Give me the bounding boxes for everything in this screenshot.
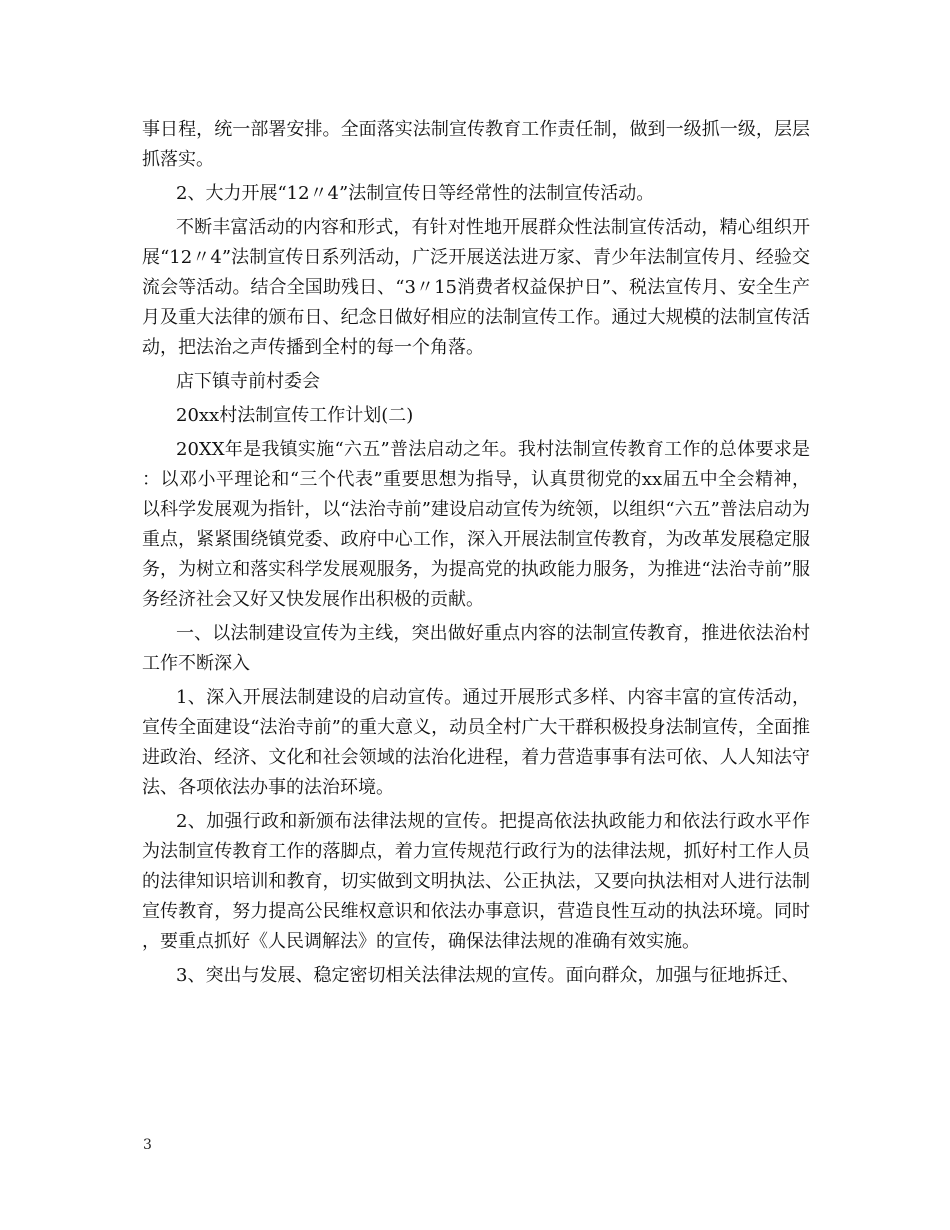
paragraph-continued: 事日程，统一部署安排。全面落实法制宣传教育工作责任制，做到一级抓一级，层层抓落实。: [142, 119, 810, 170]
paragraph-item-2: 2、加强行政和新颁布法律法规的宣传。把提高依法执政能力和依法行政水平作为法制宣传教育工作的落脚点，着力宣传规范行政行为的法律法规，抓好村工作人员的法律知识培训和教育，切实做到文明执法、公正执法，又要向执法相对人进行法制宣传教育，努力提高公民维权意识和依法办事意识，营造良性互动的执法环境。同时，要重点抓好《人民调解法》的宣传，确保法律法规的准确有效实施。: [142, 811, 810, 952]
paragraph-item-3: 3、突出与发展、稳定密切相关法律法规的宣传。面向群众，加强与征地拆迁、: [176, 965, 800, 986]
paragraph-heading-one: 一、以法制建设宣传为主线，突出做好重点内容的法制宣传教育，推进依法治村工作不断深入: [142, 623, 810, 674]
document-body: [142, 115, 810, 995]
paragraph-item-2-heading: 2、大力开展“12〃4”法制宣传日等经常性的法制宣传活动。: [176, 183, 655, 204]
paragraph-signature: 店下镇寺前村委会: [176, 371, 320, 392]
paragraph-activities: 不断丰富活动的内容和形式，有针对性地开展群众性法制宣传活动，精心组织开展“12〃4”法制宣传日系列活动，广泛开展送法进万家、青少年法制宣传月、经验交流会等活动。结合全国助残日、“3〃15消费者权益保护日”、税法宣传月、安全生产月及重大法律的颁布日、纪念日做好相应的法制宣传工作。通过大规模的法制宣传活动，把法治之声传播到全村的每一个角落。: [142, 217, 810, 358]
paragraph-section-title: 20xx村法制宣传工作计划(二): [176, 405, 414, 426]
page-number: 3: [143, 1137, 152, 1153]
paragraph-general-requirements: 20XX年是我镇实施“六五”普法启动之年。我村法制宣传教育工作的总体要求是：以邓小平理论和“三个代表”重要思想为指导，认真贯彻党的xx届五中全会精神，以科学发展观为指针，以“法治寺前”建设启动宣传为统领，以组织“六五”普法启动为重点，紧紧围绕镇党委、政府中心工作，深入开展法制宣传教育，为改革发展稳定服务，为树立和落实科学发展观服务，为提高党的执政能力服务，为推进“法治寺前”服务经济社会又好又快发展作出积极的贡献。: [142, 439, 810, 610]
paragraph-item-1: 1、深入开展法制建设的启动宣传。通过开展形式多样、内容丰富的宣传活动，宣传全面建设“法治寺前”的重大意义，动员全村广大干群积极投身法制宣传，全面推进政治、经济、文化和社会领域的法治化进程，着力营造事事有法可依、人人知法守法、各项依法办事的法治环境。: [142, 687, 810, 798]
